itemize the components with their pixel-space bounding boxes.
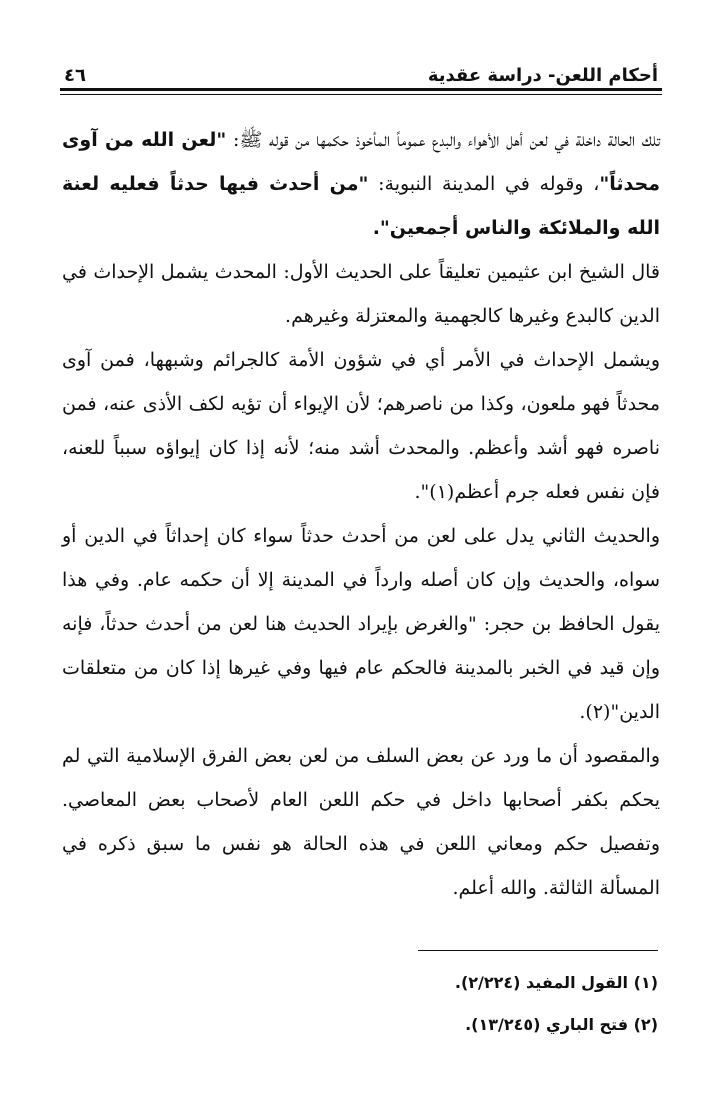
hadith-quote-2: "من أحدث فيها حدثاً فعليه لعنة الله والملائكة والناس أجمعين". [62,173,660,239]
page-number: ٤٦ [64,65,86,86]
paragraph-3: ويشمل الإحداث في الأمر أي في شؤون الأمة كالجرائم وشبهها، فمن آوى محدثاً فهو ملعون، وكذا من ناصرهم؛ لأن الإيواء أن تؤيه لكف الأذى عنه، فمن ناصره فهو أشد وأعظم. والمحدث أشد منه؛ لأنه إذا كان إيواؤه سبباً للعنه، فإن نفس فعله جرم أعظم(١)". [62,349,660,503]
hadith-quote-1: "لعن الله من آوى محدثاً" [62,129,660,195]
footnote-separator [418,950,658,951]
header-rule-thin [60,94,662,95]
footnote-1: (١) القول المفيد (٢/٢٢٤). [454,973,658,992]
paragraph-1-lead: تلك الحالة داخلة في لعن أهل الأهواء والبدع عموماً المأخوذ حكمها من قوله ﷺ: [226,129,660,151]
header-rule-thick [60,88,662,91]
footnote-2: (٢) فتح الباري (١٣/٢٤٥). [465,1015,658,1034]
footnotes [64,962,658,1046]
paragraph-5: والمقصود أن ما ورد عن بعض السلف من لعن بعض الفرق الإسلامية التي لم يحكم بكفر أصحابها داخل في حكم اللعن العام لأصحاب بعض المعاصي. وتفصيل حكم ومعاني اللعن في هذه الحالة هو نفس ما سبق ذكره في المسألة الثالثة. والله أعلم. [62,745,660,899]
paragraph-4: والحديث الثاني يدل على لعن من أحدث حدثاً سواء كان إحداثاً في الدين أو سواه، والحديث وإن كان أصله وارداً في المدينة إلا أن حكمه عام. وفي هذا يقول الحافظ بن حجر: "والغرض بإيراد الحديث هنا لعن من أحدث حدثاً، فإنه وإن قيد في الخبر بالمدينة فالحكم عام فيها وفي غيرها إذا كان من متعلقات الدين"(٢). [62,525,660,723]
body-text [62,118,660,910]
running-head [64,52,658,86]
paragraph-1 [62,118,660,250]
paragraph-2: قال الشيخ ابن عثيمين تعليقاً على الحديث الأول: المحدث يشمل الإحداث في الدين كالبدع وغيرها كالجهمية والمعتزلة وغيرهم. [62,261,660,327]
paragraph-1-middle: ، وقوله في المدينة النبوية: [368,173,600,195]
running-head-title: أحكام اللعن- دراسة عقدية [427,65,658,86]
